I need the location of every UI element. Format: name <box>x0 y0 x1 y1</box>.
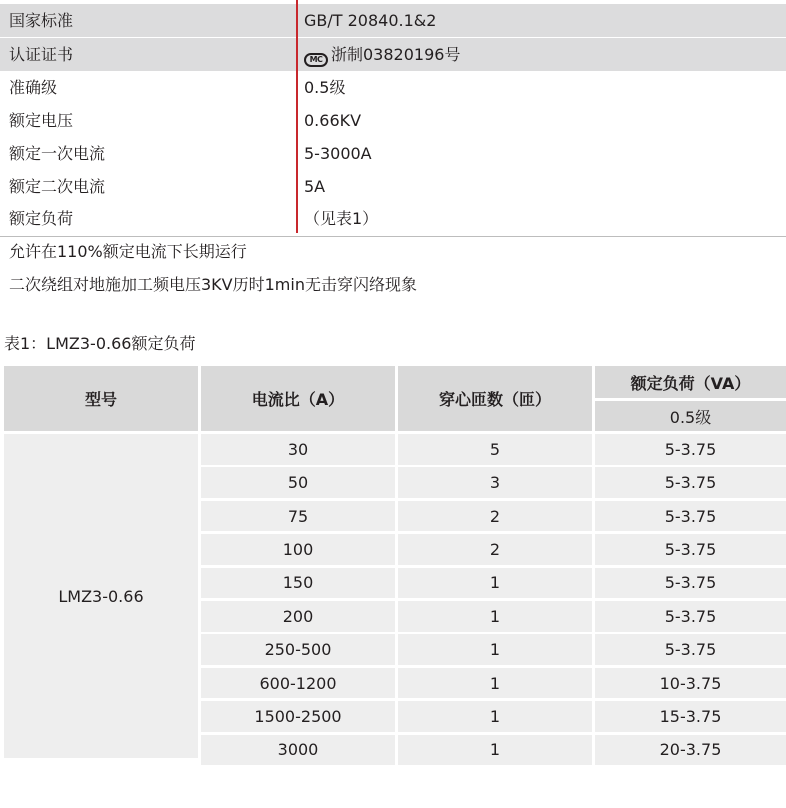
header-load: 额定负荷（VA） <box>595 366 786 398</box>
spec-row-standard <box>0 4 786 37</box>
spec-value: 0.5级 <box>304 78 346 97</box>
spec-value: 5A <box>304 177 326 196</box>
table-cell-ratio: 250-500 <box>201 634 395 665</box>
table-cell-load: 10-3.75 <box>595 668 786 699</box>
spec-row-primary-current <box>0 137 786 170</box>
table-cell-turns: 1 <box>398 601 592 632</box>
spec-value: 5-3000A <box>304 144 372 163</box>
column-divider <box>296 0 298 233</box>
header-model: 型号 <box>4 366 198 431</box>
table-cell-turns: 1 <box>398 668 592 699</box>
table-cell-turns: 1 <box>398 735 592 766</box>
table-cell-turns: 1 <box>398 634 592 665</box>
table-cell-load: 5-3.75 <box>595 467 786 498</box>
table-cell-ratio: 50 <box>201 467 395 498</box>
spec-value: 浙制03820196号 <box>331 45 461 64</box>
spec-label: 额定电压 <box>9 111 74 130</box>
table-cell-ratio: 150 <box>201 568 395 599</box>
table-cell-turns: 2 <box>398 501 592 532</box>
spec-row-accuracy <box>0 71 786 104</box>
header-load-class: 0.5级 <box>595 401 786 431</box>
table-cell-load: 5-3.75 <box>595 634 786 665</box>
header-ratio: 电流比（A） <box>201 366 395 431</box>
spec-row-load <box>0 202 786 235</box>
note-withstand-voltage: 二次绕组对地施加工频电压3KV历时1min无击穿闪络现象 <box>9 275 417 294</box>
spec-row-voltage <box>0 104 786 137</box>
spec-value-wrap <box>304 38 460 71</box>
table-cell-load: 5-3.75 <box>595 434 786 465</box>
model-cell: LMZ3-0.66 <box>4 434 198 758</box>
note-long-term-operation: 允许在110%额定电流下长期运行 <box>9 242 247 261</box>
table-cell-load: 5-3.75 <box>595 501 786 532</box>
spec-row-secondary-current <box>0 170 786 203</box>
table-cell-turns: 5 <box>398 434 592 465</box>
spec-label: 额定负荷 <box>9 209 74 228</box>
table-caption: 表1：LMZ3-0.66额定负荷 <box>4 334 196 353</box>
spec-label: 认证证书 <box>9 45 74 64</box>
table-cell-ratio: 1500-2500 <box>201 701 395 732</box>
spec-value: （见表1） <box>304 209 379 228</box>
table-cell-turns: 2 <box>398 534 592 565</box>
table-cell-ratio: 100 <box>201 534 395 565</box>
table-cell-load: 5-3.75 <box>595 534 786 565</box>
spec-value: GB/T 20840.1&2 <box>304 11 437 30</box>
table-cell-turns: 1 <box>398 568 592 599</box>
spec-label: 准确级 <box>9 78 58 97</box>
table-cell-ratio: 200 <box>201 601 395 632</box>
header-turns: 穿心匝数（匝） <box>398 366 592 431</box>
spec-label: 额定一次电流 <box>9 144 106 163</box>
spec-row-certificate <box>0 38 786 71</box>
table-cell-turns: 3 <box>398 467 592 498</box>
table-cell-turns: 1 <box>398 701 592 732</box>
spec-label: 额定二次电流 <box>9 177 106 196</box>
table-cell-ratio: 600-1200 <box>201 668 395 699</box>
spec-label: 国家标准 <box>9 11 74 30</box>
table-cell-load: 5-3.75 <box>595 601 786 632</box>
table-cell-load: 5-3.75 <box>595 568 786 599</box>
table-cell-ratio: 3000 <box>201 735 395 766</box>
table-cell-load: 20-3.75 <box>595 735 786 766</box>
table-cell-load: 15-3.75 <box>595 701 786 732</box>
mc-certification-logo-icon: MC <box>304 53 328 67</box>
spec-value: 0.66KV <box>304 111 362 130</box>
table-cell-ratio: 75 <box>201 501 395 532</box>
table-cell-ratio: 30 <box>201 434 395 465</box>
